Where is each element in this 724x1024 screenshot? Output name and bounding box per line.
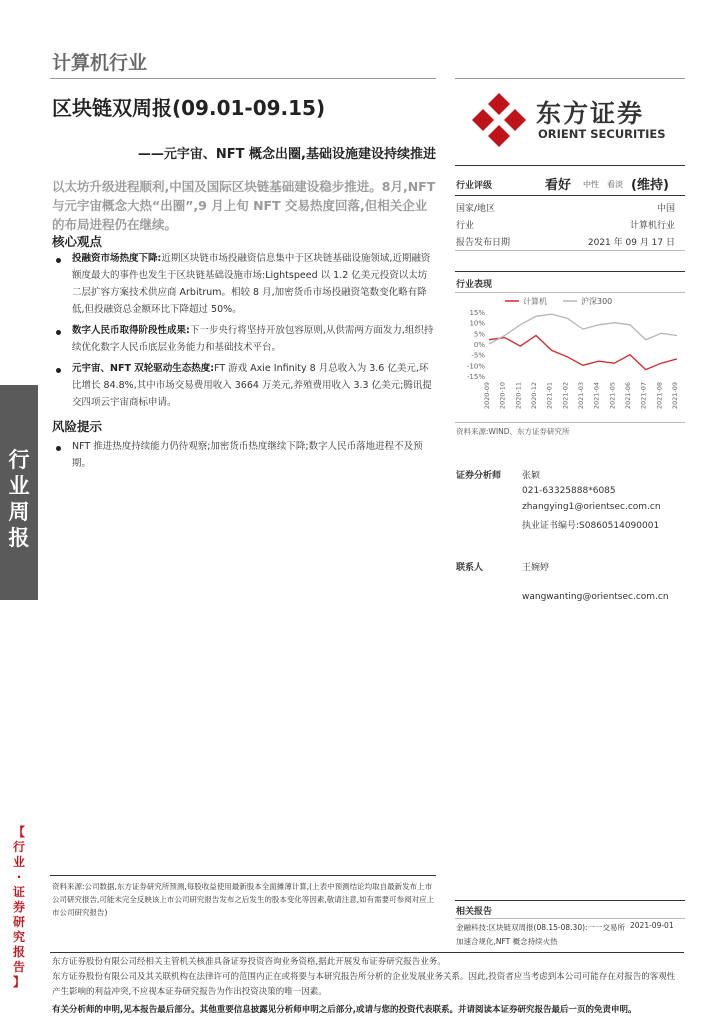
x-tick-label: 2021-01 <box>545 382 554 410</box>
sidebar-vertical-char: · <box>16 870 22 884</box>
series-line-1 <box>489 336 677 370</box>
related-report-link[interactable]: 金融科技:区块链双周报(08.15-08.30):一一交易所加速合规化,NFT 概念持续火热 <box>456 923 626 946</box>
report-subtitle: ——元宇宙、NFT 概念出圈,基础设施建设持续推进 <box>137 147 436 162</box>
disclaimer-2: 东方证券股份有限公司及其关联机构在法律许可的范围内正在或将要与本研究报告所分析的企业发展业务关系。因此,投资者应当考虑到本公司可能存在对报告的客观性产生影响的利益冲突,不应视本证券研究报告为作出投资决策的唯一因素。 <box>52 972 676 997</box>
rating-bottom-border <box>455 250 685 251</box>
x-tick-label: 2021-07 <box>639 382 648 410</box>
x-tick-label: 2021-04 <box>592 382 601 410</box>
header-divider <box>50 78 436 79</box>
y-tick-label: -5% <box>471 351 485 360</box>
rating-bearish: 看淡 <box>607 180 623 189</box>
y-tick-label: 10% <box>469 319 485 328</box>
analyst-name: 张颖 <box>522 471 541 481</box>
report-title: 区块链双周报(09.01-09.15) <box>52 96 326 120</box>
logo-mark-icon <box>470 91 528 149</box>
sidebar-gray-char: 业 <box>8 474 30 498</box>
company-logo <box>470 91 528 153</box>
logo-en: ORIENT SECURITIES <box>538 127 666 141</box>
x-tick-label: 2021-02 <box>561 382 570 410</box>
sidebar-vertical-char: 研 <box>12 915 25 929</box>
bullet-icon <box>56 258 61 263</box>
legend-label-1: 计算机 <box>523 297 547 306</box>
core-heading: 核心观点 <box>52 234 103 249</box>
y-tick-label: -10% <box>466 362 485 371</box>
chart-source: 资料来源:WIND、东方证券研究所 <box>456 427 570 436</box>
sidebar-gray-char: 行 <box>8 448 30 472</box>
footer-top-border <box>50 952 684 953</box>
analyst-email[interactable]: zhangying1@orientsec.com.cn <box>522 502 661 512</box>
disclaimer-1: 东方证券股份有限公司经相关主管机关核准具备证券投资咨询业务资格,据此开展发布证券研究报告业务。 <box>52 957 446 967</box>
industry-label: 行业 <box>456 221 475 231</box>
core-point-2-text: 下一步央行将坚持开放包容原则,从供需两方面发力,组织持续优化数字人民币底层业务能力和基础技术平台。 <box>72 325 434 353</box>
y-tick-label: 0% <box>473 341 485 349</box>
core-point-2-title: 数字人民币取得阶段性成果: <box>72 325 190 336</box>
region-label: 国家/地区 <box>456 204 496 214</box>
notes-top-border <box>50 875 436 876</box>
performance-heading: 行业表现 <box>456 280 493 290</box>
bullet-icon <box>56 446 61 451</box>
core-point-3-text: FT 游戏 Axie Infinity 8 月总收入为 3.6 亿美元,环比增长 84.8%,其中市场交易费用收入 3664 万美元,养殖费用收入 3.3 亿美元;腾讯提交四项云宇宙商标申请。 <box>72 363 432 408</box>
data-source-note: 资料来源:公司数据,东方证券研究所预测,每股收益使用最新股本全面摊薄计算,(上表中预测结论均取自最新发布上市公司研究报告,可能未完全反映该上市公司研究报告发布之后发生的股本变化等因素,敬请注意,如有需要可参阅对应上市公司研究报告) <box>52 882 435 917</box>
region-value: 中国 <box>656 204 675 214</box>
x-tick-label: 2020-09 <box>483 382 491 410</box>
core-point-2 <box>72 322 434 356</box>
y-tick-label: 5% <box>473 330 485 339</box>
x-tick-label: 2021-06 <box>624 382 632 410</box>
sidebar-vertical-char: 券 <box>12 900 25 914</box>
related-heading: 相关报告 <box>456 907 493 917</box>
x-tick-label: 2021-03 <box>577 382 585 410</box>
core-point-1 <box>72 250 434 318</box>
related-report-date: 2021-09-01 <box>630 921 674 930</box>
summary-text: 以太坊升级进程顺利,中国及国际区块链基础建设稳步推进。8月,NFT 与元宇宙概念大热“出圈”,9 月上旬 NFT 交易热度回落,但相关企业的布局进程仍在继续。 <box>52 179 436 232</box>
analyst-license: 执业证书编号:S0860514090001 <box>522 521 660 531</box>
series-line-2 <box>489 314 677 344</box>
rating-divider <box>455 195 685 196</box>
y-tick-label: 15% <box>469 309 485 317</box>
rating-neutral: 中性 <box>583 180 599 189</box>
header-divider-right <box>455 78 685 79</box>
bullet-icon <box>56 368 61 373</box>
analyst-phone: 021-63325888*6085 <box>522 486 616 496</box>
disclaimer-3: 有关分析师的申明,见本报告最后部分。其他重要信息披露见分析师申明之后部分,或请与您的投资代表联系。并请阅读本证券研究报告最后一页的免责申明。 <box>52 1005 637 1015</box>
sidebar-vertical-char: 】 <box>12 975 25 989</box>
contact-email[interactable]: wangwanting@orientsec.com.cn <box>522 592 669 602</box>
industry-value: 计算机行业 <box>629 221 675 231</box>
sidebar-vertical-char: 证 <box>12 885 25 899</box>
risk-text: NFT 推进热度持续能力仍待观察;加密货币热度继续下降;数字人民币落地进程不及预期。 <box>72 441 423 469</box>
sidebar-vertical-char: 行 <box>12 840 25 854</box>
sidebar-vertical-char: 报 <box>12 945 25 959</box>
rating-value: 看好 <box>545 178 572 193</box>
x-tick-label: 2020-12 <box>530 382 538 410</box>
rating-label: 行业评级 <box>456 181 493 191</box>
contact-label: 联系人 <box>456 563 484 573</box>
date-label: 报告发布日期 <box>456 238 511 248</box>
sidebar-vertical-char: 业 <box>12 855 25 869</box>
related-divider <box>455 918 685 919</box>
contact-name: 王婉婷 <box>522 563 550 573</box>
rating-top-border <box>455 165 685 166</box>
x-tick-label: 2021-09 <box>671 382 679 410</box>
bullet-icon <box>56 330 61 335</box>
risk-heading: 风险提示 <box>52 419 103 434</box>
sidebar-vertical-char: 究 <box>12 930 25 944</box>
sidebar-vertical-char: 【 <box>12 825 25 839</box>
analyst-label: 证券分析师 <box>456 471 502 481</box>
related-top-border <box>455 900 685 901</box>
x-tick-label: 2020-10 <box>498 382 507 410</box>
core-point-1-title: 投融资市场热度下降: <box>72 253 162 264</box>
core-point-1-text: 近期区块链市场投融资信息集中于区块链基础设施领域,近期融资额度最大的事件也发生于区块链基础设施市场:Lightspeed 以 1.2 亿美元投资以太坊二层扩容方案技术供应商 Arbitrum。相较 8 月,加密货币市场投融资笔数变化略有降低,但投融资总金额环比下降超过 50%。 <box>72 253 431 315</box>
logo-cn: 东方证券 <box>536 99 645 128</box>
industry-performance-chart <box>455 292 685 422</box>
chart-bottom-border <box>455 422 685 423</box>
y-tick-label: -15% <box>466 373 485 381</box>
core-point-3-title: 元宇宙、NFT 双轮驱动生态热度: <box>72 363 215 374</box>
sidebar-report-type <box>0 385 38 600</box>
sidebar-gray-char: 周 <box>8 500 30 524</box>
category-label: 计算机行业 <box>52 52 148 74</box>
x-tick-label: 2021-05 <box>608 382 617 410</box>
performance-top-border <box>455 271 685 272</box>
date-value: 2021 年 09 月 17 日 <box>587 238 675 248</box>
core-point-3 <box>72 360 434 411</box>
legend-label-2: 沪深300 <box>581 297 613 306</box>
sidebar-vertical-char: 告 <box>12 960 25 974</box>
sidebar-vertical-label <box>8 825 30 990</box>
rating-keep: (维持) <box>631 178 669 193</box>
x-tick-label: 2021-08 <box>655 382 664 410</box>
x-tick-label: 2020-11 <box>514 382 523 410</box>
sidebar-gray-char: 报 <box>8 526 30 550</box>
